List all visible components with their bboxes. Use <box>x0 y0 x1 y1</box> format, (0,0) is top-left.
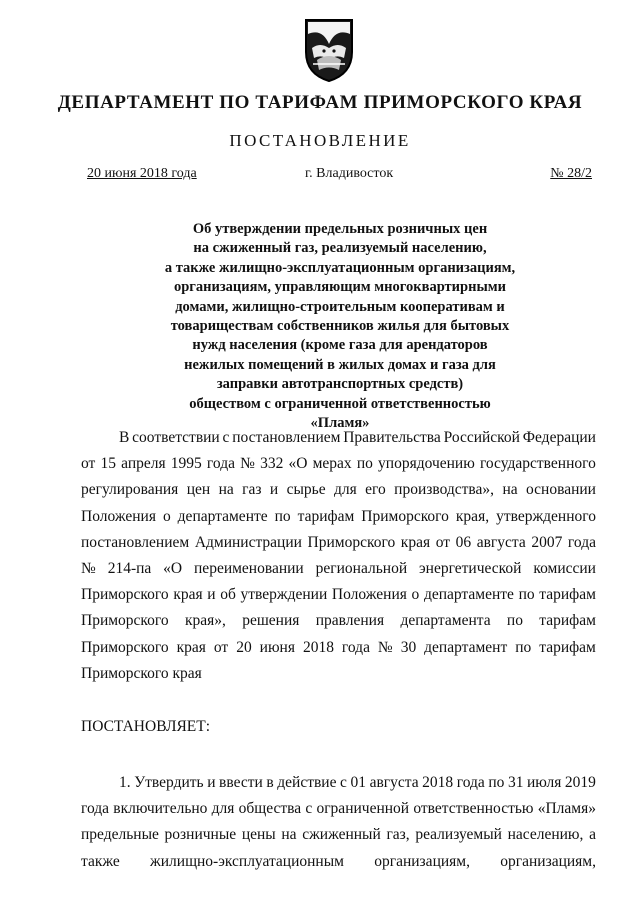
word: газ <box>242 481 262 499</box>
word: «Пламя» <box>537 800 596 818</box>
word: постановлением <box>232 429 341 446</box>
word: для <box>211 800 235 818</box>
title-line: товариществам собственников жилья для бытовых <box>170 318 510 335</box>
word: действие <box>277 774 337 791</box>
word: 20 <box>236 638 252 656</box>
word: с <box>305 800 313 818</box>
text-line <box>81 608 596 634</box>
word: розничные <box>164 826 237 844</box>
word: года <box>206 455 235 473</box>
department-name: ДЕПАРТАМЕНТ ПО ТАРИФАМ ПРИМОРСКОГО КРАЯ <box>57 92 583 113</box>
word: Утвердить <box>134 774 204 791</box>
word: цены <box>241 826 276 844</box>
text-line <box>81 504 596 530</box>
word: 06 <box>455 533 472 551</box>
word: В <box>119 429 130 446</box>
text-line: Приморского края <box>81 664 202 682</box>
word: и <box>207 774 216 791</box>
text-line <box>81 770 596 796</box>
word: тарифам <box>539 612 596 630</box>
text-line <box>81 451 596 477</box>
title-line: домами, жилищно-строительным кооперативам и <box>175 298 505 315</box>
word: Приморского <box>81 612 169 630</box>
word: года <box>567 533 596 551</box>
word: населению, <box>507 826 584 844</box>
title-line: обществом с ограниченной ответственностью <box>189 395 491 412</box>
word: 31 <box>507 774 524 791</box>
word: на <box>502 481 518 499</box>
word: Положения <box>331 586 407 604</box>
word: июня <box>259 638 295 656</box>
word: края <box>400 533 431 551</box>
text-line <box>81 530 596 556</box>
word: департаменте <box>177 507 268 525</box>
word: соответствии <box>132 429 220 446</box>
word: департамент <box>424 638 508 656</box>
text-line <box>81 635 596 661</box>
title-line: нежилых помещений в жилых домах и газа для <box>184 356 496 373</box>
word: региональной <box>315 560 408 578</box>
word: «О <box>288 455 308 473</box>
word: года <box>456 774 485 791</box>
word: Российской <box>443 429 520 446</box>
word: августа <box>369 774 419 791</box>
word: июля <box>527 774 562 791</box>
document-city: г. Владивосток <box>305 166 394 181</box>
word: «О <box>163 560 183 578</box>
word: 2007 <box>531 533 563 551</box>
word: общества <box>238 800 302 818</box>
word: о <box>162 507 171 525</box>
word: организациям, <box>374 852 470 870</box>
word: государственного <box>479 455 596 473</box>
word: Администрации <box>194 533 302 551</box>
word: также <box>81 852 120 870</box>
word: 1995 <box>170 455 202 473</box>
word: основании <box>526 481 596 499</box>
word: с <box>222 429 230 446</box>
word: переименовании <box>194 560 304 578</box>
text-line <box>81 822 596 848</box>
text-line <box>81 425 596 451</box>
title-line: «Пламя» <box>310 415 370 432</box>
word: 15 <box>100 455 116 473</box>
word: по <box>488 774 505 791</box>
word: а <box>589 826 596 844</box>
word: тарифам <box>539 638 596 656</box>
word: ограниченной <box>316 800 410 818</box>
word: Приморского <box>361 507 449 525</box>
word: реализуемый <box>415 826 502 844</box>
word: края», <box>184 612 226 630</box>
word: года <box>341 638 370 656</box>
word: упорядочению <box>378 455 475 473</box>
word: № <box>240 455 255 473</box>
text-line <box>81 849 596 875</box>
word: энергетической <box>419 560 522 578</box>
word: департамента <box>400 612 491 630</box>
word: правления <box>315 612 385 630</box>
word: по <box>515 638 532 656</box>
word: мерах <box>312 455 352 473</box>
word: Приморского <box>81 638 169 656</box>
word: края <box>173 586 203 604</box>
word: края, <box>455 507 490 525</box>
word: организациям, <box>500 852 596 870</box>
title-line: Об утверждении предельных розничных цен <box>192 221 488 237</box>
coat-of-arms-icon <box>300 14 358 84</box>
document-type: ПОСТАНОВЛЕНИЕ <box>229 131 411 150</box>
word: об <box>220 586 236 604</box>
word: 01 <box>350 774 366 791</box>
word: его <box>365 481 386 499</box>
word: тарифам <box>539 586 596 604</box>
word: по <box>356 455 373 473</box>
word: 332 <box>260 455 284 473</box>
text-line <box>81 796 596 822</box>
word: утверждении <box>240 586 328 604</box>
word: 214-па <box>107 560 152 578</box>
word: регулирования <box>81 481 179 499</box>
word: Положения <box>81 507 156 525</box>
word: апреля <box>121 455 166 473</box>
word: Правительства <box>343 429 441 446</box>
word: и <box>269 481 279 499</box>
word: и <box>207 586 216 604</box>
word: цен <box>186 481 211 499</box>
text-line <box>81 477 596 503</box>
text-line <box>81 556 596 582</box>
title-line: заправки автотранспортных средств) <box>216 376 464 393</box>
word: жилищно-эксплуатационным <box>150 852 344 870</box>
word: от <box>435 533 451 551</box>
word: по <box>506 612 523 630</box>
word: № <box>81 560 96 578</box>
word: о <box>411 586 420 604</box>
word: на <box>218 481 234 499</box>
word: ввести <box>219 774 263 791</box>
word: комиссии <box>533 560 596 578</box>
word: края <box>176 638 206 656</box>
word: по <box>518 586 535 604</box>
word: в <box>266 774 274 791</box>
word: от <box>213 638 229 656</box>
word: включительно <box>113 800 208 818</box>
word: газ, <box>386 826 410 844</box>
title-line: нужд населения (кроме газа для арендаторов <box>192 337 488 354</box>
title-line: на сжиженный газ, реализуемый населению, <box>193 240 487 257</box>
word: № <box>377 638 393 656</box>
word: сжиженный <box>302 826 381 844</box>
word: ответственностью <box>413 800 534 818</box>
word: утвержденного <box>496 507 596 525</box>
text-line <box>81 582 596 608</box>
word: тарифам <box>297 507 355 525</box>
word: 2018 <box>422 774 454 791</box>
word: постановлением <box>81 533 190 551</box>
word: Приморского <box>81 586 169 604</box>
word: 30 <box>400 638 417 656</box>
word: Приморского <box>307 533 396 551</box>
word: 2019 <box>564 774 596 791</box>
word: Федерации <box>522 429 596 446</box>
document-date: 20 июня 2018 года <box>87 166 197 181</box>
word: августа <box>476 533 526 551</box>
word: предельные <box>81 826 159 844</box>
word: департаменте <box>423 586 514 604</box>
preamble-paragraph <box>81 425 596 687</box>
word: 2018 <box>302 638 334 656</box>
word: года <box>81 800 110 818</box>
title-line: организациям, управляющим многоквартирными <box>173 279 507 296</box>
word: для <box>334 481 357 499</box>
document-title <box>120 220 560 433</box>
word: от <box>81 455 96 473</box>
resolves-heading: ПОСТАНОВЛЯЕТ: <box>81 718 211 735</box>
word: на <box>281 826 297 844</box>
word: по <box>274 507 291 525</box>
document-number: № 28/2 <box>550 166 592 181</box>
paragraph-1 <box>81 770 596 875</box>
word: решения <box>242 612 300 630</box>
title-line: а также жилищно-эксплуатационным организациям, <box>164 259 516 276</box>
word: с <box>340 774 347 791</box>
word: производства», <box>394 481 495 499</box>
word: 1. <box>119 774 131 791</box>
word: сырье <box>286 481 326 499</box>
